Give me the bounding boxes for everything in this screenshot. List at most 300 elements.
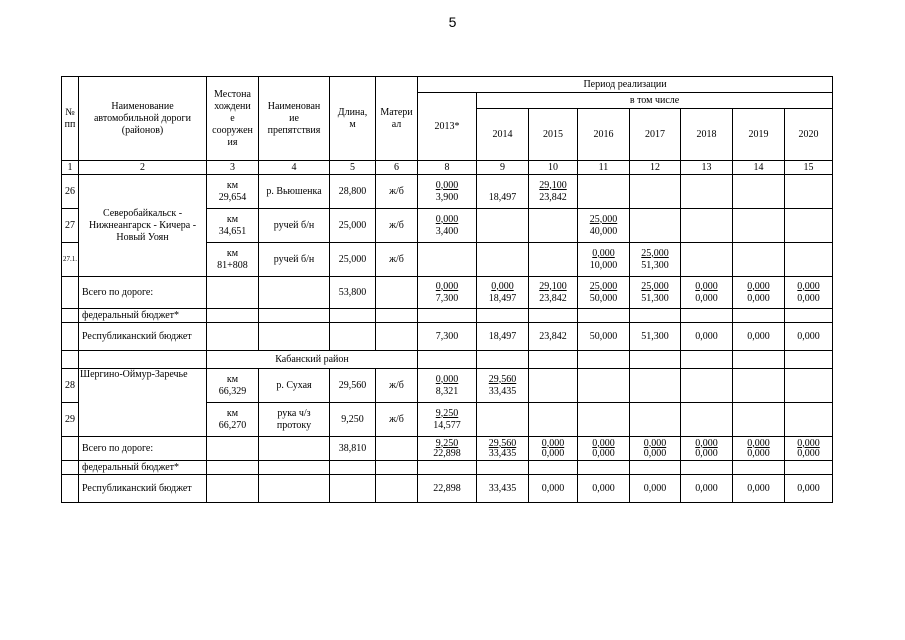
financing-value: 0,000 (592, 447, 615, 459)
year-value-cell (578, 403, 630, 437)
republic-value: 7,300 (418, 323, 477, 351)
cost-value: 25,000 (641, 247, 669, 259)
empty-cell (376, 461, 418, 475)
cost-value: 9,250 (435, 437, 459, 449)
year-value-cell (785, 277, 833, 309)
cost-value (478, 248, 527, 260)
cost-value (478, 408, 527, 420)
financing-value: 3,900 (435, 191, 459, 203)
location-text: км (226, 213, 239, 225)
column-number: 14 (733, 161, 785, 175)
cost-value (579, 180, 628, 192)
financing-value (478, 260, 527, 272)
column-number: 15 (785, 161, 833, 175)
empty-cell (376, 323, 418, 351)
year-value-cell (477, 369, 529, 403)
cost-value (579, 374, 628, 386)
republic-value: 33,435 (477, 475, 529, 503)
republic-value: 18,497 (477, 323, 529, 351)
obstacle-name: рука ч/з протоку (259, 403, 330, 437)
cost-value: 29,100 (539, 179, 567, 191)
cost-value (682, 180, 731, 192)
financing-value (682, 226, 731, 238)
header-text: ал (391, 118, 402, 130)
financing-value: 14,577 (433, 419, 461, 431)
year-value-cell (630, 209, 681, 243)
empty-cell (376, 475, 418, 503)
year-value-cell (477, 277, 529, 309)
material-value: ж/б (376, 369, 418, 403)
header-text: № (65, 106, 75, 118)
year-value-cell (418, 209, 477, 243)
empty-cell (207, 437, 259, 461)
column-number: 2 (79, 161, 207, 175)
location-text: км (226, 179, 239, 191)
district-row (62, 351, 833, 369)
year-value-cell (785, 175, 833, 209)
column-number: 13 (681, 161, 733, 175)
republic-value: 0,000 (681, 475, 733, 503)
location-text: 29,654 (218, 191, 247, 203)
column-number: 10 (529, 161, 578, 175)
financing-value (530, 226, 576, 238)
empty-cell (62, 351, 79, 369)
header-year: 2016 (578, 109, 630, 161)
cost-value: 0,000 (435, 373, 459, 385)
empty-cell (62, 461, 79, 475)
financing-value (530, 420, 576, 432)
year-value-cell (477, 175, 529, 209)
federal-row (62, 461, 833, 475)
cost-value (478, 180, 527, 192)
republic-value: 0,000 (785, 475, 833, 503)
financing-value (530, 260, 576, 272)
header-obstacle (259, 77, 330, 161)
year-value-cell (529, 437, 578, 461)
material-value: ж/б (376, 209, 418, 243)
financing-value (734, 226, 783, 238)
total-row (62, 277, 833, 309)
total-length: 38,810 (330, 437, 376, 461)
cost-value (786, 374, 831, 386)
year-value-cell (733, 437, 785, 461)
financing-value: 23,842 (539, 292, 567, 304)
financing-value (734, 260, 783, 272)
header-year: 2014 (477, 109, 529, 161)
republic-value: 0,000 (529, 475, 578, 503)
year-value-cell (681, 209, 733, 243)
empty-cell (259, 437, 330, 461)
empty-cell (733, 309, 785, 323)
year-value-cell (418, 437, 477, 461)
header-length (330, 77, 376, 161)
republic-label: Республиканский бюджет (79, 475, 207, 503)
cost-value: 0,000 (695, 437, 718, 449)
year-value-cell (785, 243, 833, 277)
row-number: 29 (62, 403, 79, 437)
cost-value (734, 374, 783, 386)
financing-value (682, 260, 731, 272)
empty-cell (62, 323, 79, 351)
year-value-cell (681, 369, 733, 403)
header-text: сооружен (212, 124, 253, 136)
financing-value: 18,497 (488, 191, 517, 203)
cost-value (478, 214, 527, 226)
cost-value (682, 248, 731, 260)
cost-value: 0,000 (747, 280, 770, 292)
year-value-cell (733, 209, 785, 243)
cost-value (530, 214, 576, 226)
financing-value (734, 420, 783, 432)
column-number: 6 (376, 161, 418, 175)
row-number: 28 (62, 369, 79, 403)
financing-value (631, 386, 679, 398)
empty-cell (259, 309, 330, 323)
financing-value: 33,435 (488, 447, 517, 459)
financing-value: 40,000 (589, 225, 618, 237)
table-row (62, 369, 833, 403)
cost-value (530, 408, 576, 420)
financing-value (579, 386, 628, 398)
financing-value: 23,842 (539, 191, 567, 203)
header-year: 2019 (733, 109, 785, 161)
empty-cell (259, 277, 330, 309)
financing-value (786, 260, 831, 272)
federal-row (62, 309, 833, 323)
financing-value (682, 192, 731, 204)
empty-cell (62, 475, 79, 503)
year-value-cell (578, 437, 630, 461)
financing-value (682, 386, 731, 398)
cost-value: 0,000 (592, 247, 615, 259)
header-row (62, 77, 833, 93)
financing-value (478, 226, 527, 238)
empty-cell (330, 461, 376, 475)
material-value: ж/б (376, 175, 418, 209)
financing-value: 0,000 (643, 447, 667, 459)
header-no (62, 77, 79, 161)
financing-value (530, 386, 576, 398)
empty-cell (477, 461, 529, 475)
cost-value (682, 214, 731, 226)
obstacle-name: р. Сухая (259, 369, 330, 403)
column-number: 4 (259, 161, 330, 175)
empty-cell (630, 309, 681, 323)
republic-value: 0,000 (630, 475, 681, 503)
republic-row (62, 323, 833, 351)
financing-value (734, 386, 783, 398)
republic-label: Республиканский бюджет (79, 323, 207, 351)
year-value-cell (785, 369, 833, 403)
cost-value: 0,000 (797, 437, 820, 449)
empty-cell (259, 475, 330, 503)
year-value-cell (418, 175, 477, 209)
length-value: 29,560 (330, 369, 376, 403)
empty-cell (681, 309, 733, 323)
financing-value (579, 192, 628, 204)
cost-value: 25,000 (641, 280, 669, 292)
location-text: км (226, 247, 239, 259)
cost-value: 0,000 (435, 213, 459, 225)
empty-cell (578, 461, 630, 475)
cost-value: 25,000 (589, 280, 618, 292)
empty-cell (418, 351, 477, 369)
year-value-cell (733, 175, 785, 209)
obstacle-name: ручей б/н (259, 243, 330, 277)
republic-value: 0,000 (578, 475, 630, 503)
empty-cell (259, 323, 330, 351)
republic-row (62, 475, 833, 503)
header-text: хождени (214, 100, 251, 112)
empty-cell (681, 351, 733, 369)
financing-value: 0,000 (747, 292, 770, 304)
column-number: 11 (578, 161, 630, 175)
empty-cell (733, 351, 785, 369)
cost-value: 0,000 (435, 280, 459, 292)
cost-value (631, 180, 679, 192)
location-cell (207, 243, 259, 277)
cost-value: 9,250 (435, 407, 459, 419)
year-value-cell (785, 437, 833, 461)
cost-value (530, 248, 576, 260)
total-length: 53,800 (330, 277, 376, 309)
cost-value: 0,000 (643, 437, 667, 449)
financing-value (786, 226, 831, 238)
column-number: 12 (630, 161, 681, 175)
cost-value (631, 408, 679, 420)
republic-value: 22,898 (418, 475, 477, 503)
republic-value: 0,000 (785, 323, 833, 351)
header-year: 2013* (418, 93, 477, 161)
cost-value (786, 408, 831, 420)
year-value-cell (529, 209, 578, 243)
year-value-cell (630, 369, 681, 403)
year-value-cell (477, 403, 529, 437)
row-number: 26 (62, 175, 79, 209)
empty-cell (207, 277, 259, 309)
financing-value (419, 260, 475, 272)
cost-value: 0,000 (695, 280, 718, 292)
header-road-name: Наименование автомобильной дороги (районов) (79, 77, 207, 161)
column-number: 9 (477, 161, 529, 175)
cost-value (419, 248, 475, 260)
header-text: Наименован (267, 100, 321, 112)
empty-cell (259, 461, 330, 475)
cost-value: 0,000 (747, 437, 770, 449)
financing-value (786, 192, 831, 204)
cost-value (786, 214, 831, 226)
header-text: Матери (380, 106, 413, 118)
financing-value: 0,000 (695, 292, 718, 304)
cost-value: 0,000 (592, 437, 615, 449)
year-value-cell (681, 243, 733, 277)
republic-value: 51,300 (630, 323, 681, 351)
material-value: ж/б (376, 243, 418, 277)
header-material (376, 77, 418, 161)
year-value-cell (529, 403, 578, 437)
header-including: в том числе (477, 93, 833, 109)
cost-value (786, 248, 831, 260)
year-value-cell (578, 175, 630, 209)
year-value-cell (578, 369, 630, 403)
cost-value (786, 180, 831, 192)
empty-cell (79, 351, 207, 369)
total-label: Всего по дороге: (79, 437, 207, 461)
location-text: 81+808 (217, 259, 248, 271)
financing-value: 8,321 (435, 385, 459, 397)
financing-value: 0,000 (797, 447, 820, 459)
empty-cell (376, 309, 418, 323)
empty-cell (62, 277, 79, 309)
column-number: 3 (207, 161, 259, 175)
header-text: ия (227, 136, 238, 148)
location-cell (207, 209, 259, 243)
financing-value (734, 192, 783, 204)
location-text: 66,270 (218, 419, 247, 431)
cost-value: 29,560 (488, 373, 517, 385)
cost-value: 0,000 (491, 280, 514, 292)
header-text: пп (64, 118, 76, 130)
header-year: 2015 (529, 109, 578, 161)
page-number: 5 (448, 14, 457, 30)
cost-value: 25,000 (589, 213, 618, 225)
empty-cell (62, 309, 79, 323)
year-value-cell (630, 243, 681, 277)
road-name: Северобайкальск - Нижнеангарск - Кичера - Новый Уоян (79, 175, 207, 277)
year-value-cell (681, 277, 733, 309)
financing-value: 51,300 (641, 259, 669, 271)
row-number: 27 (62, 209, 79, 243)
financing-value: 18,497 (488, 292, 517, 304)
road-works-table (61, 76, 833, 503)
financing-value (631, 226, 679, 238)
location-text: 34,651 (218, 225, 247, 237)
financing-value: 51,300 (641, 292, 669, 304)
financing-value: 0,000 (541, 447, 565, 459)
year-value-cell (418, 243, 477, 277)
financing-value: 10,000 (589, 259, 618, 271)
length-value: 25,000 (330, 209, 376, 243)
financing-value: 7,300 (435, 292, 459, 304)
obstacle-name: ручей б/н (259, 209, 330, 243)
header-year: 2018 (681, 109, 733, 161)
year-value-cell (630, 277, 681, 309)
financing-value (478, 420, 527, 432)
empty-cell (578, 351, 630, 369)
year-value-cell (418, 277, 477, 309)
year-value-cell (477, 209, 529, 243)
year-value-cell (578, 209, 630, 243)
empty-cell (376, 437, 418, 461)
cost-value (734, 408, 783, 420)
header-period: Период реализации (418, 77, 833, 93)
empty-cell (681, 461, 733, 475)
location-cell (207, 403, 259, 437)
location-text: км (226, 373, 239, 385)
empty-cell (785, 461, 833, 475)
location-text: 66,329 (218, 385, 247, 397)
length-value: 25,000 (330, 243, 376, 277)
empty-cell (477, 351, 529, 369)
empty-cell (207, 461, 259, 475)
empty-cell (418, 461, 477, 475)
empty-cell (477, 309, 529, 323)
year-value-cell (733, 369, 785, 403)
federal-label: федеральный бюджет* (79, 309, 207, 323)
year-value-cell (681, 175, 733, 209)
year-value-cell (418, 369, 477, 403)
location-text: км (226, 407, 239, 419)
year-value-cell (733, 243, 785, 277)
header-text: Длина, (337, 106, 368, 118)
year-value-cell (630, 437, 681, 461)
cost-value: 0,000 (541, 437, 565, 449)
length-value: 9,250 (330, 403, 376, 437)
republic-value: 0,000 (733, 475, 785, 503)
year-value-cell (785, 403, 833, 437)
year-value-cell (477, 243, 529, 277)
header-text: препятствия (267, 124, 321, 136)
year-value-cell (477, 437, 529, 461)
header-text: м (349, 118, 356, 130)
cost-value (631, 374, 679, 386)
header-location (207, 77, 259, 161)
cost-value: 29,100 (539, 280, 567, 292)
road-name: Шергино-Оймур-Заречье (79, 369, 207, 437)
location-cell (207, 369, 259, 403)
material-value: ж/б (376, 403, 418, 437)
cost-value (734, 214, 783, 226)
year-value-cell (578, 243, 630, 277)
year-value-cell (578, 277, 630, 309)
header-year: 2020 (785, 109, 833, 161)
year-value-cell (529, 277, 578, 309)
financing-value: 0,000 (695, 447, 718, 459)
year-value-cell (733, 277, 785, 309)
header-year: 2017 (630, 109, 681, 161)
year-value-cell (785, 209, 833, 243)
total-row (62, 437, 833, 461)
republic-value: 50,000 (578, 323, 630, 351)
empty-cell (330, 475, 376, 503)
empty-cell (529, 461, 578, 475)
empty-cell (578, 309, 630, 323)
column-number: 5 (330, 161, 376, 175)
obstacle-name: р. Вьюшенка (259, 175, 330, 209)
republic-value: 23,842 (529, 323, 578, 351)
empty-cell (330, 309, 376, 323)
empty-cell (62, 437, 79, 461)
table-row (62, 175, 833, 209)
empty-cell (376, 277, 418, 309)
cost-value (530, 374, 576, 386)
cost-value: 29,560 (488, 437, 517, 449)
empty-cell (207, 475, 259, 503)
financing-value (631, 192, 679, 204)
empty-cell (630, 461, 681, 475)
year-value-cell (681, 403, 733, 437)
header-text: е (230, 112, 235, 124)
financing-value (786, 386, 831, 398)
cost-value (579, 408, 628, 420)
financing-value: 50,000 (589, 292, 618, 304)
cost-value (682, 374, 731, 386)
empty-cell (330, 323, 376, 351)
column-number-row (62, 161, 833, 175)
year-value-cell (733, 403, 785, 437)
financing-value (631, 420, 679, 432)
empty-cell (207, 309, 259, 323)
